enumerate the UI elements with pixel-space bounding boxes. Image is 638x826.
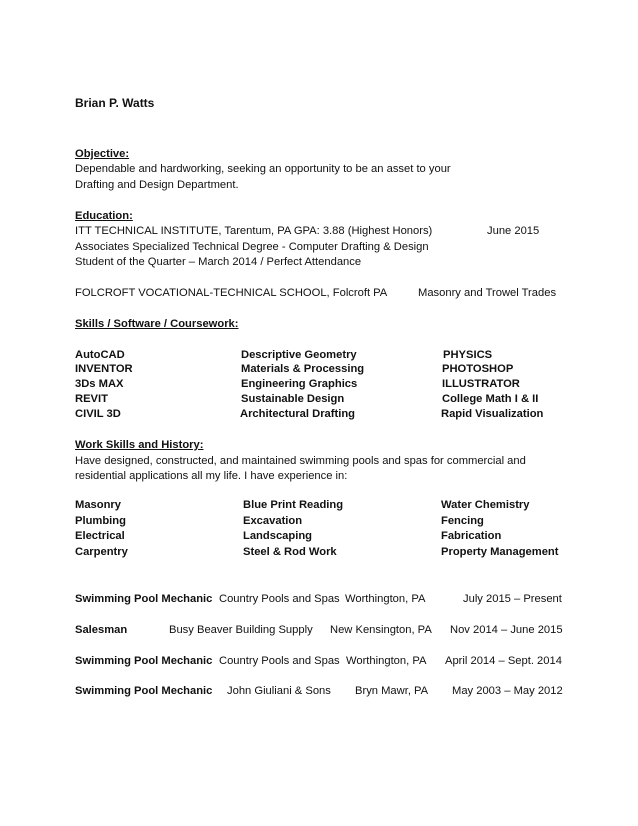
job-title: Swimming Pool Mechanic (75, 655, 213, 667)
job-dates: Nov 2014 – June 2015 (450, 624, 563, 636)
job-title: Salesman (75, 624, 128, 636)
job-dates: July 2015 – Present (463, 593, 562, 605)
skill-item: PHYSICS (443, 349, 493, 361)
objective-line: Dependable and hardworking, seeking an opportunity to be an asset to your (75, 163, 451, 175)
education-school-1: ITT TECHNICAL INSTITUTE, Tarentum, PA GPA: 3.88 (Highest Honors) (75, 225, 433, 237)
job-title: Swimming Pool Mechanic (75, 685, 213, 697)
work-heading: Work Skills and History: (75, 439, 204, 451)
work-skill-item: Masonry (75, 499, 122, 511)
work-skill-item: Fabrication (441, 530, 502, 542)
work-skill-item: Electrical (75, 530, 125, 542)
skill-item: REVIT (75, 393, 108, 405)
skill-item: ILLUSTRATOR (442, 378, 520, 390)
skill-item: PHOTOSHOP (442, 363, 514, 375)
skill-item: Architectural Drafting (240, 408, 355, 420)
objective-heading: Objective: (75, 148, 130, 160)
work-skill-item: Water Chemistry (441, 499, 530, 511)
education-degree: Associates Specialized Technical Degree - Computer Drafting & Design (75, 241, 429, 253)
skill-item: 3Ds MAX (75, 378, 124, 390)
work-description-line: residential applications all my life. I have experience in: (75, 470, 348, 482)
skills-heading: Skills / Software / Coursework: (75, 318, 239, 330)
job-company: Busy Beaver Building Supply (169, 624, 313, 636)
work-skill-item: Carpentry (75, 546, 128, 558)
skill-item: Sustainable Design (241, 393, 345, 405)
skill-item: CIVIL 3D (75, 408, 121, 420)
skill-item: Materials & Processing (241, 363, 365, 375)
skill-item: Engineering Graphics (241, 378, 358, 390)
job-location: Bryn Mawr, PA (355, 685, 429, 697)
work-skill-item: Landscaping (243, 530, 312, 542)
skill-item: Rapid Visualization (441, 408, 544, 420)
education-award: Student of the Quarter – March 2014 / Perfect Attendance (75, 256, 362, 268)
work-skill-item: Excavation (243, 515, 303, 527)
job-dates: May 2003 – May 2012 (452, 685, 563, 697)
job-location: Worthington, PA (345, 593, 426, 605)
education-school-2-program: Masonry and Trowel Trades (418, 287, 557, 299)
job-company: Country Pools and Spas (219, 593, 340, 605)
work-skill-item: Fencing (441, 515, 484, 527)
skill-item: AutoCAD (75, 349, 125, 361)
work-skill-item: Plumbing (75, 515, 126, 527)
skill-item: INVENTOR (75, 363, 133, 375)
education-school-2: FOLCROFT VOCATIONAL-TECHNICAL SCHOOL, Folcroft PA (75, 287, 388, 299)
job-dates: April 2014 – Sept. 2014 (445, 655, 562, 667)
objective-line: Drafting and Design Department. (75, 179, 239, 191)
work-skill-item: Blue Print Reading (243, 499, 344, 511)
job-title: Swimming Pool Mechanic (75, 593, 213, 605)
applicant-name: Brian P. Watts (75, 96, 155, 110)
job-company: John Giuliani & Sons (227, 685, 331, 697)
job-location: Worthington, PA (346, 655, 427, 667)
job-location: New Kensington, PA (330, 624, 432, 636)
skill-item: College Math I & II (442, 393, 539, 405)
skill-item: Descriptive Geometry (241, 349, 357, 361)
work-skill-item: Property Management (441, 546, 559, 558)
job-company: Country Pools and Spas (219, 655, 340, 667)
work-description-line: Have designed, constructed, and maintained swimming pools and spas for commercial and (75, 455, 526, 467)
work-skill-item: Steel & Rod Work (243, 546, 337, 558)
education-school-1-date: June 2015 (487, 225, 540, 237)
education-heading: Education: (75, 210, 133, 222)
